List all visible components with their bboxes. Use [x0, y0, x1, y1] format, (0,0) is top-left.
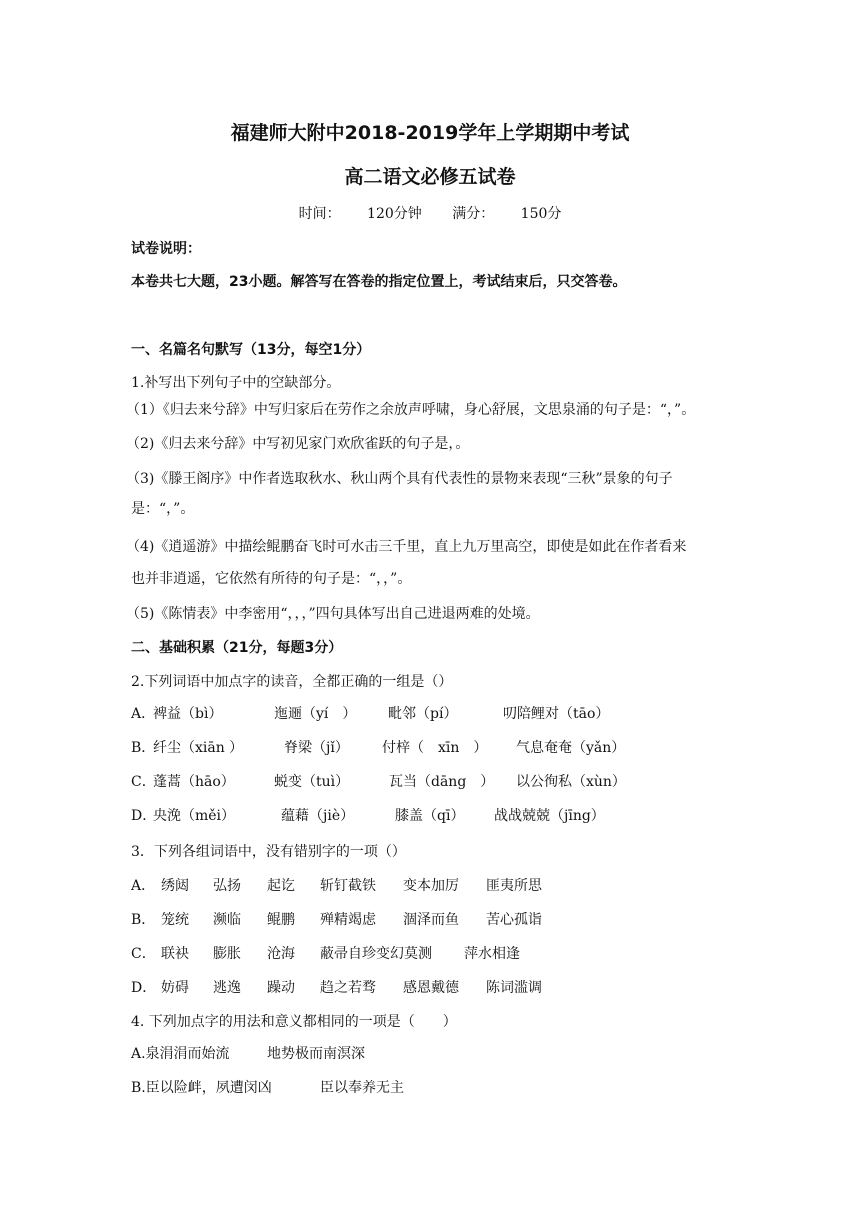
question-1-stem: 1.补写出下列句子中的空缺部分。 — [131, 375, 341, 391]
time-value: 120分钟 — [367, 206, 422, 222]
question-2-stem: 2.下列词语中加点字的读音，全都正确的一组是（） — [131, 674, 453, 690]
option-sentence: A.泉涓涓而始流 — [131, 1046, 230, 1062]
option-term: 战战兢兢（jīng） — [494, 808, 605, 824]
exam-info — [0, 203, 860, 223]
q1-item-3: （3)《滕王阁序》中作者选取秋水、秋山两个具有代表性的景物来表现“三秋”景象的句子 — [126, 471, 673, 487]
option-term: 涸泽而鱼 — [403, 912, 459, 928]
option-term: 斩钉截铁 — [320, 878, 376, 894]
option-term: 付梓（ xīn ） — [382, 740, 488, 756]
option-letter: B． — [131, 912, 156, 928]
q1-item-4: （4)《逍遥游》中描绘鲲鹏奋飞时可水击三千里，直上九万里高空，即使是如此在作者看来 — [126, 539, 687, 555]
option-letter: A． — [131, 706, 156, 722]
option-term: 感恩戴德 — [403, 980, 459, 996]
option-term: 躁动 — [267, 980, 295, 996]
option-term: 以公徇私（xùn） — [516, 774, 626, 790]
option-term: 蜕变（tuì） — [274, 774, 350, 790]
notes-heading: 试卷说明： — [131, 241, 201, 257]
question-3-stem: 3．下列各组词语中，没有错别字的一项（） — [131, 844, 406, 860]
section2-heading: 二、基础积累（21分，每题3分） — [131, 640, 343, 656]
option-term: 笼统 — [161, 912, 189, 928]
option-letter: A． — [131, 878, 156, 894]
option-term: 沧海 — [267, 946, 295, 962]
option-term: 气息奄奄（yǎn） — [516, 740, 626, 756]
option-letter: D． — [131, 808, 157, 824]
option-term: 匪夷所思 — [486, 878, 542, 894]
option-term: 萍水相逢 — [464, 946, 520, 962]
option-term: 陈词滥调 — [486, 980, 542, 996]
option-term: 变本加厉 — [403, 878, 459, 894]
option-term: 迤逦（yí ） — [274, 706, 357, 722]
option-term: 联袂 — [161, 946, 189, 962]
option-term: 脊梁（jǐ） — [284, 740, 349, 756]
option-term: 蔽帚自珍变幻莫测 — [320, 946, 432, 962]
option-term: 濒临 — [213, 912, 241, 928]
option-term: 绣闼 — [161, 878, 189, 894]
time-label: 时间： — [298, 206, 341, 222]
option-term: 逃逸 — [213, 980, 241, 996]
option-letter: C． — [131, 946, 156, 962]
option-term: 殚精竭虑 — [320, 912, 376, 928]
option-term: 膨胀 — [213, 946, 241, 962]
option-sentence: 臣以奉养无主 — [320, 1080, 404, 1096]
q1-item-4-cont: 也并非逍遥，它依然有所待的句子是：“，，”。 — [131, 571, 412, 587]
option-term: 裨益（bì） — [153, 706, 223, 722]
option-letter: B． — [131, 740, 156, 756]
question-4-stem: 4. 下列加点字的用法和意义都相同的一项是（ ） — [131, 1014, 457, 1030]
option-letter: D． — [131, 980, 157, 996]
notes-text: 本卷共七大题，23小题。解答写在答卷的指定位置上，考试结束后，只交答卷。 — [131, 274, 627, 290]
q1-item-2: （2)《归去来兮辞》中写初见家门欢欣雀跃的句子是，。 — [126, 436, 470, 452]
option-term: 纤尘（xiān ） — [153, 740, 244, 756]
option-term: 蕴藉（jiè） — [281, 808, 355, 824]
option-term: 起讫 — [267, 878, 295, 894]
option-letter: C． — [131, 774, 156, 790]
q1-item-5: （5)《陈情表》中李密用“，，，”四句具体写出自己进退两难的处境。 — [126, 606, 540, 622]
option-term: 苦心孤诣 — [486, 912, 542, 928]
option-term: 央浼（měi） — [153, 808, 236, 824]
option-term: 毗邻（pí） — [388, 706, 458, 722]
option-term: 妨碍 — [161, 980, 189, 996]
score-label: 满分： — [452, 206, 495, 222]
q1-item-3-cont: 是：“，”。 — [131, 501, 195, 517]
option-sentence: 地势极而南溟深 — [267, 1046, 365, 1062]
option-term: 叨陪鲤对（tāo） — [503, 706, 610, 722]
option-term: 弘扬 — [213, 878, 241, 894]
score-value: 150分 — [520, 206, 562, 222]
option-term: 蓬蒿（hāo） — [153, 774, 235, 790]
section1-heading: 一、名篇名句默写（13分，每空1分） — [131, 342, 371, 358]
exam-subtitle: 高二语文必修五试卷 — [344, 166, 516, 188]
option-term: 鲲鹏 — [267, 912, 295, 928]
option-sentence: B.臣以险衅，夙遭闵凶 — [131, 1080, 272, 1096]
option-term: 膝盖（qī） — [395, 808, 465, 824]
option-term: 瓦当（dāng ） — [389, 774, 495, 790]
exam-title: 福建师大附中2018-2019学年上学期期中考试 — [230, 122, 630, 144]
option-term: 趋之若骛 — [320, 980, 376, 996]
q1-item-1: （1）《归去来兮辞》中写归家后在劳作之余放声呼啸，身心舒展，文思泉涌的句子是：“，”。 — [126, 402, 696, 418]
